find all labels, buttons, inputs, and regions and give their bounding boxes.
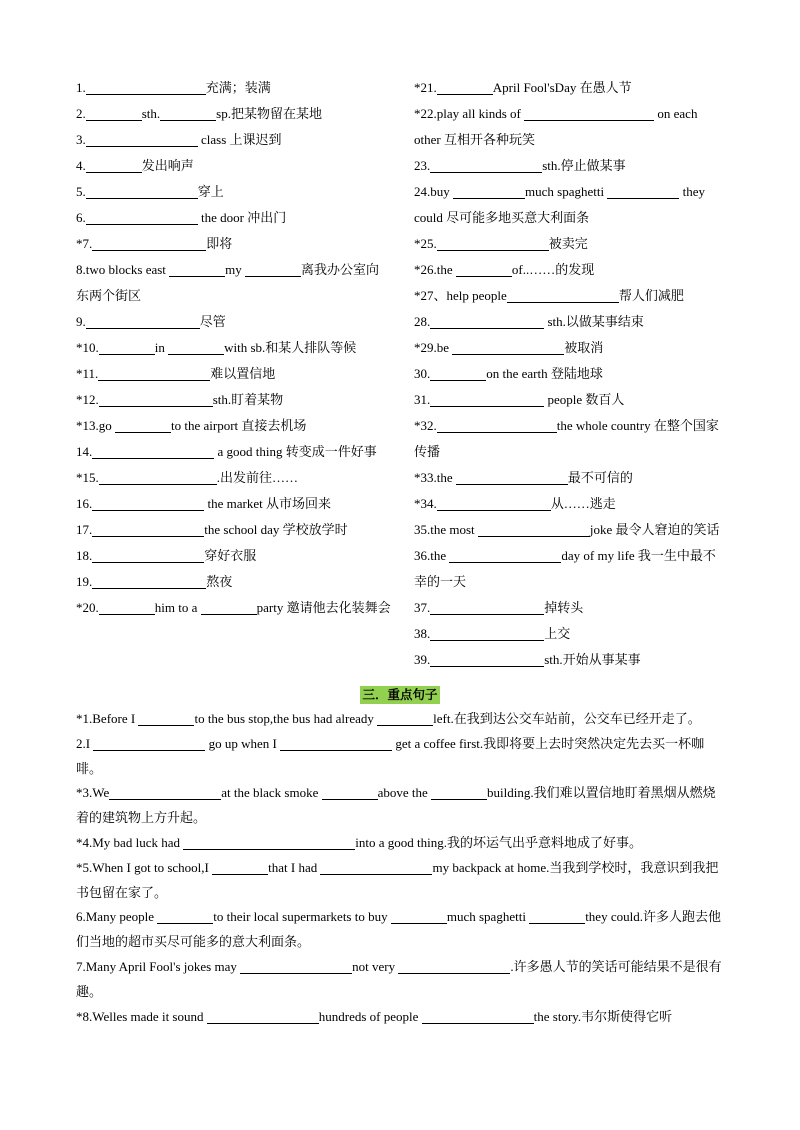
item-number: 24.: [414, 184, 431, 199]
item-text: the whole country 在整个国家传播: [414, 418, 719, 459]
phrase-item: [414, 257, 726, 283]
fill-in-blank[interactable]: [524, 105, 654, 121]
phrase-item: [76, 75, 392, 101]
item-number: 6.: [76, 909, 86, 925]
fill-in-blank[interactable]: [98, 365, 210, 381]
item-text: I: [85, 735, 94, 751]
fill-in-blank[interactable]: [183, 834, 355, 850]
phrase-item: [76, 413, 392, 439]
fill-in-blank[interactable]: [452, 339, 564, 355]
item-text: a good thing 转变成一件好事: [214, 444, 377, 459]
item-text: 从……逃走: [550, 496, 616, 511]
fill-in-blank[interactable]: [168, 339, 224, 355]
phrase-item: [76, 335, 392, 361]
fill-in-blank[interactable]: [99, 469, 217, 485]
item-number: *33.: [414, 470, 437, 485]
fill-in-blank[interactable]: [391, 908, 447, 924]
fill-in-blank[interactable]: [240, 958, 352, 974]
item-text: to the airport 直接去机场: [171, 418, 307, 433]
item-text: sth.盯着某物: [212, 392, 284, 407]
item-text: April Fool'sDay 在愚人节: [492, 80, 632, 95]
item-text: 熬夜: [206, 574, 233, 589]
phrase-item: [414, 647, 726, 673]
phrase-item: [76, 231, 392, 257]
item-text: get a coffee first.我即将要上去时突然决定先去买一杯咖啡。: [76, 735, 705, 776]
item-text: 上交: [544, 626, 571, 641]
sentence-item: [76, 905, 726, 955]
fill-in-blank[interactable]: [430, 625, 544, 641]
phrase-item: [76, 179, 392, 205]
item-number: *4.: [76, 834, 93, 850]
phrase-item: [76, 361, 392, 387]
item-number: 31.: [414, 392, 431, 407]
item-number: 3.: [76, 132, 86, 147]
item-number: *1.: [76, 711, 93, 726]
phrase-item: [414, 543, 726, 595]
phrase-item: [76, 257, 392, 309]
fill-in-blank[interactable]: [86, 105, 142, 121]
item-text: buy: [430, 184, 453, 199]
item-text: to their local supermarkets to buy: [213, 909, 391, 925]
item-text: sth.开始从事某事: [544, 652, 641, 667]
phrase-item: [76, 205, 392, 231]
item-number: 38.: [414, 626, 431, 641]
item-text: 被卖完: [548, 236, 588, 251]
fill-in-blank[interactable]: [456, 261, 512, 277]
item-text: the most: [430, 522, 478, 537]
fill-in-blank[interactable]: [430, 599, 544, 615]
item-text: on the earth 登陆地球: [486, 366, 603, 381]
item-text: 难以置信地: [210, 366, 276, 381]
item-number: *5.: [76, 859, 93, 875]
item-text: hundreds of people: [318, 1008, 422, 1024]
fill-in-blank[interactable]: [99, 391, 213, 407]
phrase-list-right: [414, 75, 726, 673]
phrase-item: [414, 75, 726, 101]
phrase-item: [414, 231, 726, 257]
item-text: go: [98, 418, 115, 433]
fill-in-blank[interactable]: [245, 261, 301, 277]
item-number: *21.: [414, 80, 437, 95]
phrase-item: [76, 387, 392, 413]
item-number: 17.: [76, 522, 93, 537]
fill-in-blank[interactable]: [431, 784, 487, 800]
item-text: day of my life 我一生中最不幸的一天: [414, 548, 716, 589]
item-text: play all kinds of: [436, 106, 525, 121]
item-number: *32.: [414, 418, 437, 433]
fill-in-blank[interactable]: [138, 710, 194, 726]
item-number: *20.: [76, 600, 99, 615]
phrase-item: [414, 283, 726, 309]
fill-in-blank[interactable]: [86, 313, 200, 329]
fill-in-blank[interactable]: [160, 105, 216, 121]
fill-in-blank[interactable]: [201, 599, 257, 615]
fill-in-blank[interactable]: [86, 157, 142, 173]
phrase-item: [414, 335, 726, 361]
fill-in-blank[interactable]: [115, 417, 171, 433]
item-text: 充满；装满: [205, 80, 271, 95]
item-text: left.在我到达公交车站前，公交车已经开走了。: [433, 711, 701, 726]
item-text: joke 最令人窘迫的笑话: [589, 522, 720, 537]
item-text: 发出响声: [141, 158, 194, 173]
item-number: *10.: [76, 340, 99, 355]
item-text: they could.许多人跑去他们当地的超市买尽可能多的意大利面条。: [76, 909, 721, 950]
item-number: 2.: [76, 735, 86, 751]
phrase-item: [414, 101, 726, 153]
phrase-item: [76, 101, 392, 127]
item-number: *29.: [414, 340, 437, 355]
fill-in-blank[interactable]: [86, 131, 198, 147]
item-text: 穿好衣服: [204, 548, 257, 563]
item-number: *27、: [414, 288, 447, 303]
item-text: the door 冲出门: [197, 210, 287, 225]
item-text: sth.: [141, 106, 161, 121]
fill-in-blank[interactable]: [280, 735, 392, 751]
fill-in-blank[interactable]: [169, 261, 225, 277]
item-number: 37.: [414, 600, 431, 615]
item-text: sp.把某物留在某地: [216, 106, 322, 121]
phrase-item: [414, 595, 726, 621]
item-number: 35.: [414, 522, 431, 537]
item-text: the: [436, 262, 456, 277]
item-text: .出发前往……: [216, 470, 299, 485]
item-text: class 上课迟到: [197, 132, 282, 147]
item-number: 9.: [76, 314, 86, 329]
item-number: 1.: [76, 80, 86, 95]
fill-in-blank[interactable]: [453, 183, 525, 199]
item-text: in: [154, 340, 169, 355]
fill-in-blank[interactable]: [92, 235, 206, 251]
fill-in-blank[interactable]: [398, 958, 510, 974]
item-text: not very: [352, 958, 399, 974]
sentence-item: [76, 955, 726, 1005]
fill-in-blank[interactable]: [92, 573, 206, 589]
phrase-item: [76, 595, 392, 621]
fill-in-blank[interactable]: [529, 908, 585, 924]
item-number: *22.: [414, 106, 437, 121]
item-text: go up when I: [205, 735, 281, 751]
item-number: *15.: [76, 470, 99, 485]
item-text: much spaghetti: [525, 184, 608, 199]
item-text: people 数百人: [544, 392, 625, 407]
fill-in-blank[interactable]: [86, 79, 206, 95]
item-text: into a good thing.我的坏运气出乎意料地成了好事。: [355, 834, 642, 850]
phrase-item: [414, 517, 726, 543]
item-text: be: [436, 340, 453, 355]
item-text: to the bus stop,the bus had already: [194, 711, 378, 726]
item-number: *34.: [414, 496, 437, 511]
item-text: help people: [446, 288, 507, 303]
phrase-item: [76, 309, 392, 335]
fill-in-blank[interactable]: [437, 417, 557, 433]
item-number: 14.: [76, 444, 93, 459]
sentence-item: [76, 831, 726, 856]
fill-in-blank[interactable]: [86, 209, 198, 225]
item-text: at the black smoke: [221, 785, 322, 801]
item-text: on each other 互相开各种玩笑: [414, 106, 698, 147]
item-number: *11.: [76, 366, 99, 381]
fill-in-blank[interactable]: [437, 235, 549, 251]
fill-in-blank[interactable]: [430, 313, 544, 329]
item-number: *25.: [414, 236, 437, 251]
item-text: two blocks east: [85, 262, 170, 277]
item-number: 18.: [76, 548, 93, 563]
item-number: 28.: [414, 314, 431, 329]
fill-in-blank[interactable]: [92, 547, 204, 563]
item-number: 7.: [76, 958, 86, 974]
item-text: that I had: [268, 859, 321, 875]
item-number: 19.: [76, 574, 93, 589]
item-text: much spaghetti: [446, 909, 530, 925]
fill-in-blank[interactable]: [449, 547, 561, 563]
item-text: My bad luck had: [92, 834, 184, 850]
item-number: *12.: [76, 392, 99, 407]
item-number: 39.: [414, 652, 431, 667]
item-number: *3.: [76, 785, 93, 801]
item-number: 16.: [76, 496, 93, 511]
item-number: 30.: [414, 366, 431, 381]
fill-in-blank[interactable]: [212, 859, 268, 875]
fill-in-blank[interactable]: [456, 469, 568, 485]
item-text: the story.韦尔斯使得它听: [533, 1008, 673, 1024]
item-text: 帮人们减肥: [618, 288, 684, 303]
fill-in-blank[interactable]: [437, 79, 493, 95]
phrase-item: [414, 361, 726, 387]
item-text: We: [92, 785, 110, 801]
item-text: of..……的发现: [511, 262, 595, 277]
item-text: the: [430, 548, 450, 563]
fill-in-blank[interactable]: [86, 183, 198, 199]
phrase-item: [76, 127, 392, 153]
item-text: 掉转头: [544, 600, 584, 615]
fill-in-blank[interactable]: [92, 495, 204, 511]
item-text: sth.停止做某事: [542, 158, 626, 173]
phrase-item: [76, 569, 392, 595]
item-text: my: [225, 262, 246, 277]
sentence-item: [76, 1005, 726, 1030]
phrase-item: [76, 543, 392, 569]
item-number: 2.: [76, 106, 86, 121]
fill-in-blank[interactable]: [430, 391, 544, 407]
item-text: 最不可信的: [567, 470, 633, 485]
phrase-item: [414, 387, 726, 413]
item-number: 23.: [414, 158, 431, 173]
phrase-item: [76, 517, 392, 543]
item-text: Before I: [92, 711, 139, 726]
fill-in-blank[interactable]: [377, 710, 433, 726]
item-text: Many people: [85, 909, 158, 925]
phrase-item: [76, 491, 392, 517]
item-number: 4.: [76, 158, 86, 173]
key-sentences: [76, 707, 726, 1029]
item-number: *26.: [414, 262, 437, 277]
item-number: *13.: [76, 418, 99, 433]
sentence-item: [76, 856, 726, 906]
fill-in-blank[interactable]: [157, 908, 213, 924]
item-text: with sb.和某人排队等候: [224, 340, 357, 355]
fill-in-blank[interactable]: [422, 1008, 534, 1024]
phrase-item: [414, 309, 726, 335]
section-heading: 三．重点句子: [362, 687, 438, 702]
item-text: they could 尽可能多地买意大利面条: [414, 184, 705, 225]
item-text: .许多愚人节的笑话可能结果不是很有趣。: [76, 958, 722, 999]
phrase-item: [76, 465, 392, 491]
item-text: him to a: [154, 600, 201, 615]
fill-in-blank[interactable]: [430, 651, 544, 667]
sentence-item: [76, 732, 726, 782]
fill-in-blank[interactable]: [430, 157, 542, 173]
phrase-item: [414, 491, 726, 517]
item-text: my backpack at home.当我到学校时，我意识到我把书包留在家了。: [76, 859, 719, 900]
item-text: the market 从市场回来: [204, 496, 331, 511]
item-text: Welles made it sound: [92, 1008, 207, 1024]
phrase-item: [414, 621, 726, 647]
fill-in-blank[interactable]: [92, 443, 214, 459]
item-number: 36.: [414, 548, 431, 563]
item-text: 离我办公室向东两个街区: [76, 262, 380, 303]
fill-in-blank[interactable]: [607, 183, 679, 199]
item-number: 6.: [76, 210, 86, 225]
phrase-list-left: [76, 75, 392, 621]
phrase-item: [414, 153, 726, 179]
fill-in-blank[interactable]: [430, 365, 486, 381]
phrase-item: [414, 465, 726, 491]
fill-in-blank[interactable]: [207, 1008, 319, 1024]
item-text: sth.以做某事结束: [544, 314, 644, 329]
sentence-item: [76, 781, 726, 831]
item-text: above the: [377, 785, 432, 801]
fill-in-blank[interactable]: [92, 521, 204, 537]
item-text: 即将: [206, 236, 233, 251]
fill-in-blank[interactable]: [478, 521, 590, 537]
item-number: *7.: [76, 236, 93, 251]
item-text: When I got to school,I: [92, 859, 213, 875]
fill-in-blank[interactable]: [99, 339, 155, 355]
phrase-item: [76, 439, 392, 465]
item-text: 穿上: [197, 184, 224, 199]
item-text: the school day 学校放学时: [204, 522, 348, 537]
phrase-item: [414, 179, 726, 231]
item-text: 尽管: [199, 314, 226, 329]
phrase-item: [76, 153, 392, 179]
fill-in-blank[interactable]: [109, 784, 221, 800]
item-text: 被取消: [564, 340, 604, 355]
section-heading-row: [0, 686, 800, 704]
item-number: 8.: [76, 262, 86, 277]
fill-in-blank[interactable]: [322, 784, 378, 800]
fill-in-blank[interactable]: [437, 495, 551, 511]
item-text: party 邀请他去化装舞会: [256, 600, 391, 615]
sentence-item: [76, 707, 726, 732]
fill-in-blank[interactable]: [320, 859, 432, 875]
item-number: 5.: [76, 184, 86, 199]
fill-in-blank[interactable]: [99, 599, 155, 615]
item-text: Many April Fool's jokes may: [85, 958, 241, 974]
item-number: *8.: [76, 1008, 93, 1024]
fill-in-blank[interactable]: [93, 735, 205, 751]
phrase-item: [414, 413, 726, 465]
item-text: building.我们难以置信地盯着黑烟从燃烧着的建筑物上方升起。: [76, 785, 716, 826]
item-text: the: [436, 470, 456, 485]
fill-in-blank[interactable]: [507, 287, 619, 303]
